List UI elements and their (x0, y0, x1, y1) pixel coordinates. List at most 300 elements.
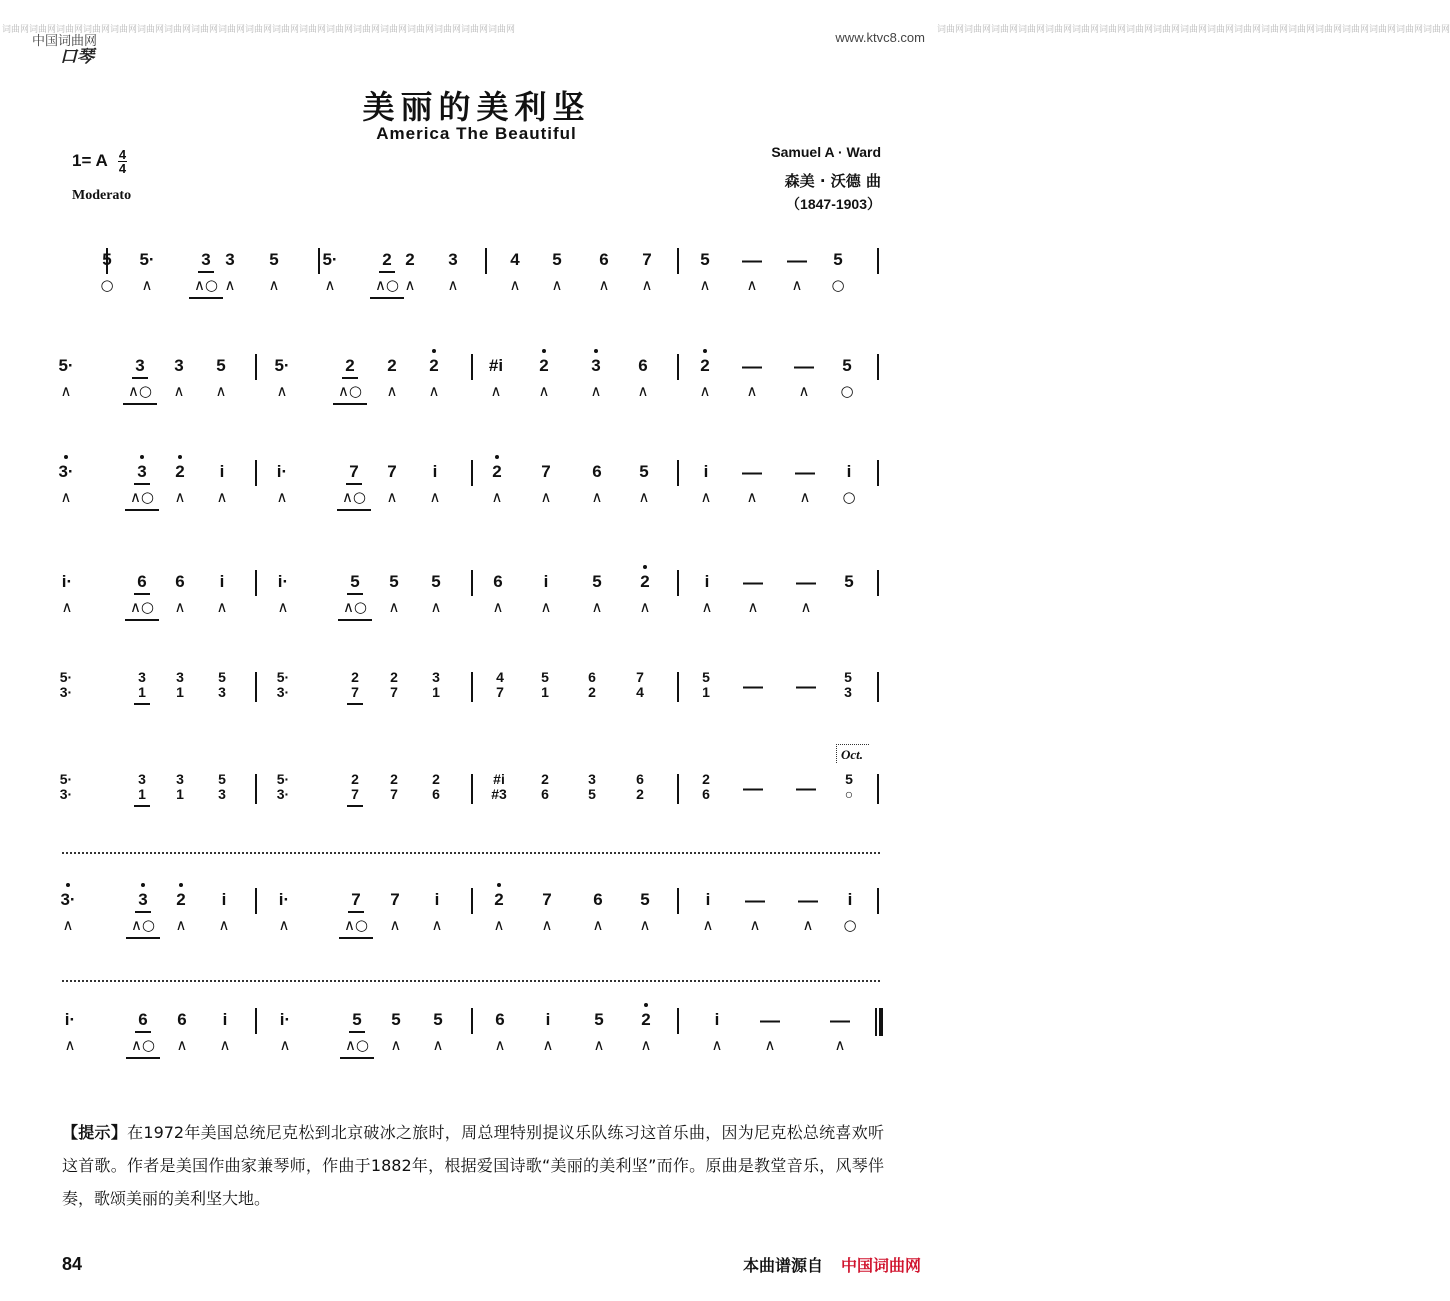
note: 5· (274, 356, 290, 375)
chord-lower-note: #3 (491, 786, 507, 802)
breath-mark: ∧ (404, 276, 416, 294)
chord-lower-note: 6 (432, 786, 440, 802)
breath-mark: ∧○ (129, 488, 155, 506)
breath-mark: ∧ (749, 916, 761, 934)
breath-mark: ∧ (491, 488, 503, 506)
chord-upper-note: 2 (390, 771, 398, 787)
note: 3 (137, 462, 147, 481)
breath-mark: ∧ (219, 1036, 231, 1054)
barline (471, 888, 473, 914)
note: 6 (592, 462, 602, 481)
note: 3 (225, 250, 235, 269)
chord-upper-note: 6 (588, 669, 596, 685)
chord-lower-note: 7 (351, 684, 359, 700)
breath-mark: ∧ (747, 598, 759, 616)
breath-mark: ○ (100, 276, 114, 294)
breath-mark: ∧ (174, 488, 186, 506)
breath-underline (338, 619, 372, 621)
note-extension: — (743, 572, 763, 594)
breath-mark: ∧ (174, 598, 186, 616)
barline (255, 354, 257, 380)
eighth-underline (198, 271, 214, 273)
breath-mark: ∧ (173, 382, 185, 400)
note: 5 (640, 890, 650, 909)
chord-upper-note: 3 (138, 771, 146, 787)
note: #i (488, 356, 504, 375)
breath-mark: ∧ (386, 488, 398, 506)
note: 5· (58, 356, 74, 375)
chord-upper-note: 5· (276, 771, 290, 787)
note: i (545, 1010, 551, 1029)
final-barline-thin (875, 1008, 877, 1036)
note: 3· (60, 890, 76, 909)
breath-mark: ∧ (551, 276, 563, 294)
note (169, 670, 191, 700)
section-divider (62, 852, 880, 854)
chord-upper-note: 3 (176, 669, 184, 685)
eighth-underline (347, 703, 363, 705)
breath-mark: ∧ (538, 382, 550, 400)
chord-lower-note: 3 (844, 684, 852, 700)
note: i· (61, 572, 73, 591)
chord-lower-note: 6 (702, 786, 710, 802)
tempo-marking: Moderato (72, 188, 132, 203)
breath-mark: ∧ (279, 1036, 291, 1054)
barline (677, 888, 679, 914)
chord-upper-note: 3 (176, 771, 184, 787)
note: 6 (493, 572, 503, 591)
breath-mark: ∧ (598, 276, 610, 294)
final-barline-thick (879, 1008, 883, 1036)
chord-upper-note: 7 (636, 669, 644, 685)
note-extension: — (796, 676, 816, 698)
breath-mark: ∧ (834, 1036, 846, 1054)
chord-lower-note: 6 (541, 786, 549, 802)
note: 5 (350, 572, 360, 591)
breath-mark: ∧ (431, 916, 443, 934)
note: i· (277, 572, 289, 591)
breath-mark: ∧ (447, 276, 459, 294)
note: 5 (391, 1010, 401, 1029)
score-line-5 (0, 670, 953, 760)
chord-lower-note: 2 (588, 684, 596, 700)
breath-mark: ∧○ (337, 382, 363, 400)
chord-lower-note: 2 (636, 786, 644, 802)
note-extension: — (796, 778, 816, 800)
note: 2 (176, 890, 186, 909)
note: 5 (592, 572, 602, 591)
note (695, 772, 717, 802)
note (131, 772, 153, 802)
note (383, 670, 405, 700)
breath-mark: ∧ (638, 488, 650, 506)
note: 4 (510, 250, 520, 269)
score-line-1 (0, 248, 953, 338)
note-extension: — (743, 778, 763, 800)
site-url: www.ktvc8.com (835, 30, 925, 45)
score-line-6 (0, 772, 953, 862)
barline (877, 248, 879, 274)
breath-mark: ∧ (224, 276, 236, 294)
high-octave-dot (178, 455, 182, 459)
note: 5 (389, 572, 399, 591)
note (837, 670, 859, 700)
eighth-underline (349, 1031, 365, 1033)
barline (677, 354, 679, 380)
note (581, 670, 603, 700)
eighth-underline (379, 271, 395, 273)
breath-mark: ∧ (268, 276, 280, 294)
note-extension: — (742, 356, 762, 378)
chord-upper-note: 5 (218, 771, 226, 787)
barline (255, 888, 257, 914)
note-extension: — (798, 890, 818, 912)
chord-upper-note: 5 (541, 669, 549, 685)
breath-underline (189, 297, 223, 299)
barline (471, 672, 473, 702)
breath-mark: ∧ (215, 382, 227, 400)
chord-upper-note: 6 (636, 771, 644, 787)
breath-mark: ∧ (540, 488, 552, 506)
score-line-8 (0, 1008, 953, 1098)
high-octave-dot (594, 349, 598, 353)
note (55, 670, 77, 700)
chord-lower-note: 3· (59, 786, 73, 802)
note: 5 (700, 250, 710, 269)
breath-mark: ∧ (493, 916, 505, 934)
breath-mark: ∧ (494, 1036, 506, 1054)
chord-lower-note: 5 (588, 786, 596, 802)
breath-underline (339, 937, 373, 939)
note: 2 (175, 462, 185, 481)
note: i (846, 462, 852, 481)
note: 7 (541, 462, 551, 481)
barline (677, 570, 679, 596)
note: 7 (542, 890, 552, 909)
breath-mark: ∧○ (343, 916, 369, 934)
note: 5 (216, 356, 226, 375)
eighth-underline (347, 805, 363, 807)
eighth-underline (348, 911, 364, 913)
harmonica-label: 口琴 (60, 47, 94, 67)
breath-mark: ∧ (641, 276, 653, 294)
barline (677, 1008, 679, 1034)
breath-mark: ∧ (216, 488, 228, 506)
breath-mark: ∧ (798, 382, 810, 400)
chord-lower-note: 3· (276, 684, 290, 700)
note: 2 (429, 356, 439, 375)
note (383, 772, 405, 802)
section-divider (62, 980, 880, 982)
chord-lower-note: 1 (541, 684, 549, 700)
breath-mark: ∧○ (127, 382, 153, 400)
barline (877, 672, 879, 702)
note: 5 (431, 572, 441, 591)
breath-mark: ∧ (176, 1036, 188, 1054)
chord-lower-note: 3· (59, 684, 73, 700)
barline (677, 672, 679, 702)
watermark-right: 词曲网词曲网词曲网词曲网词曲网词曲网词曲网词曲网词曲网词曲网词曲网词曲网词曲网词曲网词曲网词曲网词曲网词曲网词曲网 (937, 25, 1450, 35)
breath-mark: ∧ (540, 598, 552, 616)
breath-mark: ∧○ (130, 1036, 156, 1054)
chord-lower-note: 4 (636, 684, 644, 700)
note: i· (278, 890, 290, 909)
key-signature (72, 148, 127, 175)
chord-lower-note: 1 (138, 786, 146, 802)
breath-mark: ∧ (64, 1036, 76, 1054)
key-label: 1= A (72, 150, 108, 170)
note: 5 (639, 462, 649, 481)
note-extension: — (742, 250, 762, 272)
note: 2 (382, 250, 392, 269)
note-extension: — (742, 462, 762, 484)
eighth-underline (135, 911, 151, 913)
breath-mark: ∧○ (129, 598, 155, 616)
note: 3 (174, 356, 184, 375)
note: i (543, 572, 549, 591)
source-site: 中国词曲网 (840, 1256, 921, 1275)
note: i (704, 572, 710, 591)
breath-mark: ∧○ (344, 1036, 370, 1054)
breath-mark: ∧ (746, 382, 758, 400)
note: i (705, 890, 711, 909)
note (211, 772, 233, 802)
note: i· (64, 1010, 76, 1029)
breath-mark: ∧ (218, 916, 230, 934)
note (581, 772, 603, 802)
note: 7 (351, 890, 361, 909)
note: 3 (448, 250, 458, 269)
note: 6 (175, 572, 185, 591)
barline (877, 570, 879, 596)
breath-mark: ∧ (276, 488, 288, 506)
eighth-underline (342, 377, 358, 379)
note: 5 (352, 1010, 362, 1029)
breath-mark: ∧ (277, 598, 289, 616)
breath-mark: ○ (831, 276, 845, 294)
breath-mark: ○ (843, 916, 857, 934)
note (131, 670, 153, 700)
barline (255, 1008, 257, 1034)
note: i· (276, 462, 288, 481)
breath-underline (125, 619, 159, 621)
chord-upper-note: 3 (432, 669, 440, 685)
breath-underline (340, 1057, 374, 1059)
breath-mark: ∧ (591, 598, 603, 616)
chord-lower-note: 7 (351, 786, 359, 802)
note: 7 (349, 462, 359, 481)
watermark-left: 词曲网词曲网词曲网词曲网词曲网词曲网词曲网词曲网词曲网词曲网词曲网词曲网词曲网词曲网词曲网词曲网词曲网词曲网词曲网 (2, 25, 516, 35)
page-number: 84 (62, 1254, 83, 1274)
barline (677, 460, 679, 486)
note-extension: — (745, 890, 765, 912)
breath-mark: ∧ (389, 916, 401, 934)
breath-underline (125, 509, 159, 511)
breath-mark: ∧ (700, 488, 712, 506)
breath-mark: ∧ (430, 598, 442, 616)
note: 2 (494, 890, 504, 909)
note: 5· (139, 250, 155, 269)
note (425, 772, 447, 802)
note (211, 670, 233, 700)
tip-text: 在1972年美国总统尼克松到北京破冰之旅时，周总理特别提议乐队练习这首乐曲，因为尼克松总统喜欢听这首歌。作者是美国作曲家兼琴师，作曲于1882年，根据爱国诗歌“美丽的美利坚”而作。原曲是教堂音乐，风琴伴奏，歌颂美丽的美利坚大地。 (62, 1123, 884, 1208)
breath-mark: ∧○ (341, 488, 367, 506)
note-extension: — (743, 676, 763, 698)
composer-english: Samuel A · Ward (771, 144, 881, 160)
barline (255, 672, 257, 702)
breath-mark: ∧ (791, 276, 803, 294)
note (629, 670, 651, 700)
score-line-3 (0, 460, 953, 550)
high-octave-dot (497, 883, 501, 887)
eighth-underline (134, 805, 150, 807)
high-octave-dot (432, 349, 436, 353)
note (488, 772, 510, 802)
note (344, 772, 366, 802)
breath-mark: ∧ (432, 1036, 444, 1054)
time-signature (118, 148, 127, 175)
barline (255, 774, 257, 804)
note: 6 (137, 572, 147, 591)
eighth-underline (346, 483, 362, 485)
breath-mark: ∧ (216, 598, 228, 616)
note: 5 (594, 1010, 604, 1029)
chord-lower-note: 1 (176, 684, 184, 700)
breath-mark: ∧ (429, 488, 441, 506)
high-octave-dot (644, 1003, 648, 1007)
note (629, 772, 651, 802)
breath-underline (333, 403, 367, 405)
breath-mark: ∧ (60, 382, 72, 400)
breath-mark: ∧ (541, 916, 553, 934)
breath-mark: ∧ (509, 276, 521, 294)
score-line-7 (0, 888, 953, 978)
breath-mark: ∧ (802, 916, 814, 934)
high-octave-dot (141, 883, 145, 887)
chord-upper-note: 5 (218, 669, 226, 685)
chord-upper-note: 2 (541, 771, 549, 787)
breath-mark: ∧ (591, 488, 603, 506)
chord-upper-note: #i (493, 771, 505, 787)
chord-lower-note: 1 (702, 684, 710, 700)
breath-mark: ∧ (61, 598, 73, 616)
chord-lower-note: 1 (432, 684, 440, 700)
breath-mark: ∧○ (193, 276, 219, 294)
note: i (432, 462, 438, 481)
note-extension: — (760, 1010, 780, 1032)
note: 5 (842, 356, 852, 375)
breath-mark: ○ (840, 382, 854, 400)
note: 2 (539, 356, 549, 375)
breath-mark: ∧ (388, 598, 400, 616)
note: 5 (844, 572, 854, 591)
chord-lower-note: 1 (176, 786, 184, 802)
note: 2 (492, 462, 502, 481)
barline (877, 774, 879, 804)
note: 5 (269, 250, 279, 269)
barline (255, 460, 257, 486)
chord-lower-note: 3· (276, 786, 290, 802)
song-title: 美丽的美利坚 (362, 88, 591, 126)
breath-mark: ∧ (175, 916, 187, 934)
eighth-underline (135, 1031, 151, 1033)
note (838, 772, 860, 802)
breath-underline (126, 1057, 160, 1059)
score-line-4 (0, 570, 953, 660)
breath-mark: ∧ (390, 1036, 402, 1054)
chord-upper-note: 5· (59, 771, 73, 787)
breath-mark: ∧ (492, 598, 504, 616)
chord-lower-note: 7 (496, 684, 504, 700)
note-extension: — (795, 462, 815, 484)
chord-lower-note: 1 (138, 684, 146, 700)
chord-upper-note: 3 (138, 669, 146, 685)
breath-mark: ∧ (276, 382, 288, 400)
note (534, 670, 556, 700)
note (344, 670, 366, 700)
chord-lower-note: ○ (844, 786, 854, 802)
barline (471, 1008, 473, 1034)
note-extension: — (794, 356, 814, 378)
chord-upper-note: 2 (702, 771, 710, 787)
note: 3 (591, 356, 601, 375)
breath-underline (370, 297, 404, 299)
composer-chinese: 森美 · 沃德 曲 (784, 172, 881, 190)
breath-mark: ∧ (711, 1036, 723, 1054)
eighth-underline (132, 377, 148, 379)
breath-mark: ∧ (542, 1036, 554, 1054)
note: 3 (201, 250, 211, 269)
source-credit (743, 1253, 921, 1276)
barline (471, 774, 473, 804)
high-octave-dot (140, 455, 144, 459)
note: 5 (102, 250, 112, 269)
note: 2 (405, 250, 415, 269)
note (272, 772, 294, 802)
source-prefix: 本曲谱源自 (742, 1256, 823, 1275)
breath-mark: ∧ (699, 276, 711, 294)
note: 6 (599, 250, 609, 269)
breath-mark: ∧○ (342, 598, 368, 616)
chord-upper-note: 5 (844, 669, 852, 685)
breath-mark: ∧ (699, 382, 711, 400)
note: i (219, 462, 225, 481)
high-octave-dot (66, 883, 70, 887)
eighth-underline (134, 593, 150, 595)
note: 6 (138, 1010, 148, 1029)
breath-mark: ○ (842, 488, 856, 506)
barline (677, 248, 679, 274)
barline (877, 888, 879, 914)
tip-paragraph (62, 1116, 884, 1215)
chord-upper-note: 5· (59, 669, 73, 685)
breath-underline (337, 509, 371, 511)
chord-upper-note: 2 (351, 669, 359, 685)
chord-lower-note: 7 (390, 786, 398, 802)
note: 2 (640, 572, 650, 591)
breath-mark: ∧○ (374, 276, 400, 294)
note: i (221, 890, 227, 909)
chord-upper-note: 5· (276, 669, 290, 685)
chord-lower-note: 7 (390, 684, 398, 700)
note: 5 (433, 1010, 443, 1029)
chord-upper-note: 5 (845, 771, 853, 787)
note: 7 (390, 890, 400, 909)
breath-mark: ∧ (701, 598, 713, 616)
breath-mark: ∧ (62, 916, 74, 934)
note: 6 (638, 356, 648, 375)
note (425, 670, 447, 700)
